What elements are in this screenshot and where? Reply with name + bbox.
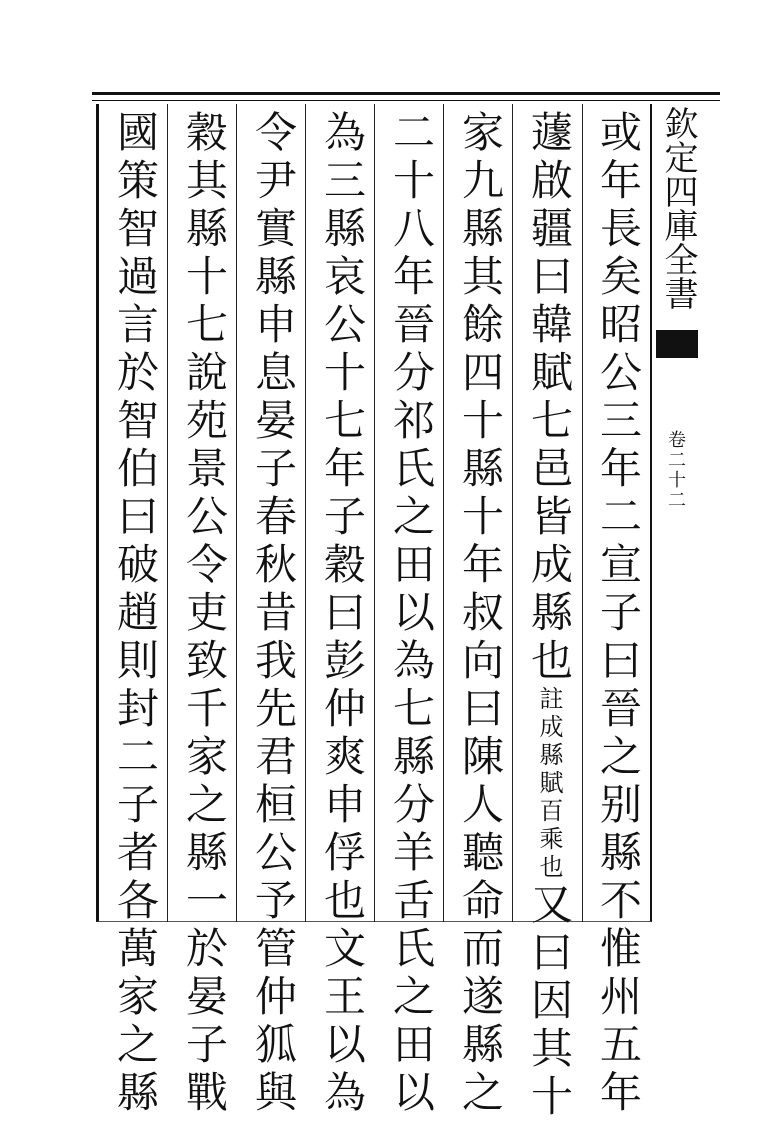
top-rule-thin bbox=[92, 100, 720, 101]
column-divider bbox=[582, 104, 583, 922]
text-column-2 bbox=[521, 110, 577, 1122]
text-column-3: 家九縣其餘四十縣十年叔向曰陳人聽命而遂縣之 bbox=[456, 110, 505, 1118]
column-2-annotation-b: 百乘也 bbox=[535, 798, 563, 882]
column-2-main-text: 蘧啟疆曰韓賦七邑皆成縣也 bbox=[525, 110, 574, 686]
margin-volume-number: 卷二十二 bbox=[665, 430, 686, 510]
column-2-continuation: 又曰因其十 bbox=[525, 882, 574, 1122]
text-column-8: 國策智過言於智伯曰破趙則封二子者各萬家之縣 bbox=[111, 110, 160, 1118]
text-column-1: 或年長矣昭公三年二宣子曰晉之别縣不惟州五年 bbox=[594, 110, 643, 1118]
column-divider bbox=[512, 104, 513, 922]
column-divider bbox=[236, 104, 237, 922]
column-divider bbox=[305, 104, 306, 922]
margin-book-title: 欽定四庫全書 bbox=[658, 106, 698, 310]
column-divider bbox=[167, 104, 168, 922]
text-column-5: 為三縣哀公十七年子穀曰彭仲爽申俘也文王以為 bbox=[318, 110, 367, 1118]
top-rule bbox=[92, 92, 720, 95]
column-2-annotation-a: 註成縣賦 bbox=[535, 686, 563, 798]
margin-fish-tail-mark bbox=[656, 330, 698, 358]
text-column-7: 穀其縣十七說苑景公令吏致千家之縣一於晏子戰 bbox=[180, 110, 229, 1118]
text-column-6: 令尹實縣申息晏子春秋昔我先君桓公予管仲狐與 bbox=[249, 110, 298, 1118]
text-column-4: 二十八年晉分祁氏之田以為七縣分羊舌氏之田以 bbox=[387, 110, 436, 1118]
column-divider bbox=[443, 104, 444, 922]
column-divider bbox=[374, 104, 375, 922]
